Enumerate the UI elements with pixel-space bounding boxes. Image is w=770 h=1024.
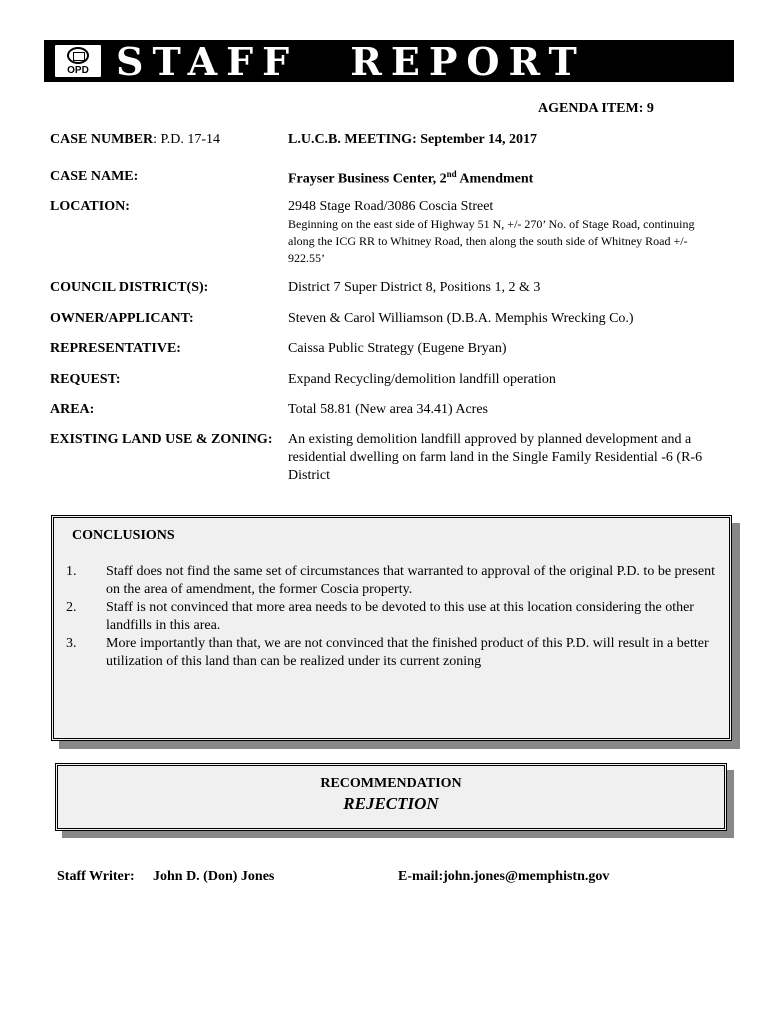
staff-report-banner	[44, 40, 734, 82]
case-name-value	[288, 169, 533, 188]
opd-logo	[53, 43, 103, 79]
request-value: Expand Recycling/demolition landfill operation	[288, 372, 556, 387]
conclusion-item	[66, 599, 716, 635]
case-number-label: CASE NUMBER	[50, 132, 154, 147]
city-seal-icon	[67, 47, 89, 64]
agenda-item: AGENDA ITEM: 9	[538, 101, 654, 116]
owner-label: OWNER/APPLICANT:	[50, 311, 194, 326]
conclusion-number: 1.	[66, 564, 77, 579]
recommendation-heading: RECOMMENDATION	[320, 776, 462, 791]
request-label: REQUEST:	[50, 372, 121, 387]
case-name-sup: nd	[446, 169, 457, 179]
location-value: 2948 Stage Road/3086 Coscia Street	[288, 199, 494, 214]
staff-writer-name: John D. (Don) Jones	[153, 869, 275, 884]
recommendation-box	[55, 763, 727, 831]
conclusions-heading: CONCLUSIONS	[72, 528, 175, 543]
logo-text: OPD	[67, 65, 89, 76]
conclusion-number: 3.	[66, 636, 77, 651]
location-label: LOCATION:	[50, 199, 130, 214]
conclusions-list	[66, 563, 716, 671]
case-name-label: CASE NAME:	[50, 169, 139, 184]
meeting-date: L.U.C.B. MEETING: September 14, 2017	[288, 132, 538, 147]
conclusion-item	[66, 635, 716, 671]
owner-value: Steven & Carol Williamson (D.B.A. Memphis Wrecking Co.)	[288, 311, 634, 326]
existing-use-value: An existing demolition landfill approved by planned development and a residential dwelling on farm land in the Single Family Residential -6 (R-6 District	[288, 432, 703, 483]
area-label: AREA:	[50, 402, 95, 417]
conclusion-number: 2.	[66, 600, 77, 615]
conclusion-text: More importantly than that, we are not convinced that the finished product of this P.D. will result in a better utilization of this land than can be realized under its current zoning	[106, 636, 709, 669]
area-value: Total 58.81 (New area 34.41) Acres	[288, 402, 489, 417]
conclusion-text: Staff is not convinced that more area needs to be devoted to this use at this location considering the other landfills in this area.	[106, 600, 694, 633]
case-number-value: : P.D. 17-14	[153, 132, 220, 147]
council-district-value: District 7 Super District 8, Positions 1, 2 & 3	[288, 280, 541, 295]
conclusion-text: Staff does not find the same set of circumstances that warranted to approval of the original P.D. to be present on the area of amendment, the former Coscia property.	[106, 564, 715, 597]
representative-label: REPRESENTATIVE:	[50, 341, 181, 356]
case-name-tail: Amendment	[456, 171, 534, 187]
representative-value: Caissa Public Strategy (Eugene Bryan)	[288, 341, 507, 356]
council-district-label: COUNCIL DISTRICT(S):	[50, 280, 209, 295]
case-number-row	[50, 132, 220, 148]
staff-writer-label: Staff Writer:	[57, 869, 135, 884]
report-title: STAFF REPORT	[116, 39, 586, 84]
case-name-text: Frayser Business Center, 2	[288, 171, 447, 187]
staff-writer-email: E-mail:john.jones@memphistn.gov	[398, 869, 610, 884]
location-description: Beginning on the east side of Highway 51 N, +/- 270’ No. of Stage Road, continuing along the ICG RR to Whitney Road, then along the south side of Whitney Road +/- 922.55’	[288, 217, 695, 265]
existing-use-label: EXISTING LAND USE & ZONING:	[50, 432, 273, 447]
conclusion-item	[66, 563, 716, 599]
conclusions-box	[51, 515, 732, 741]
recommendation-value: REJECTION	[343, 794, 439, 813]
